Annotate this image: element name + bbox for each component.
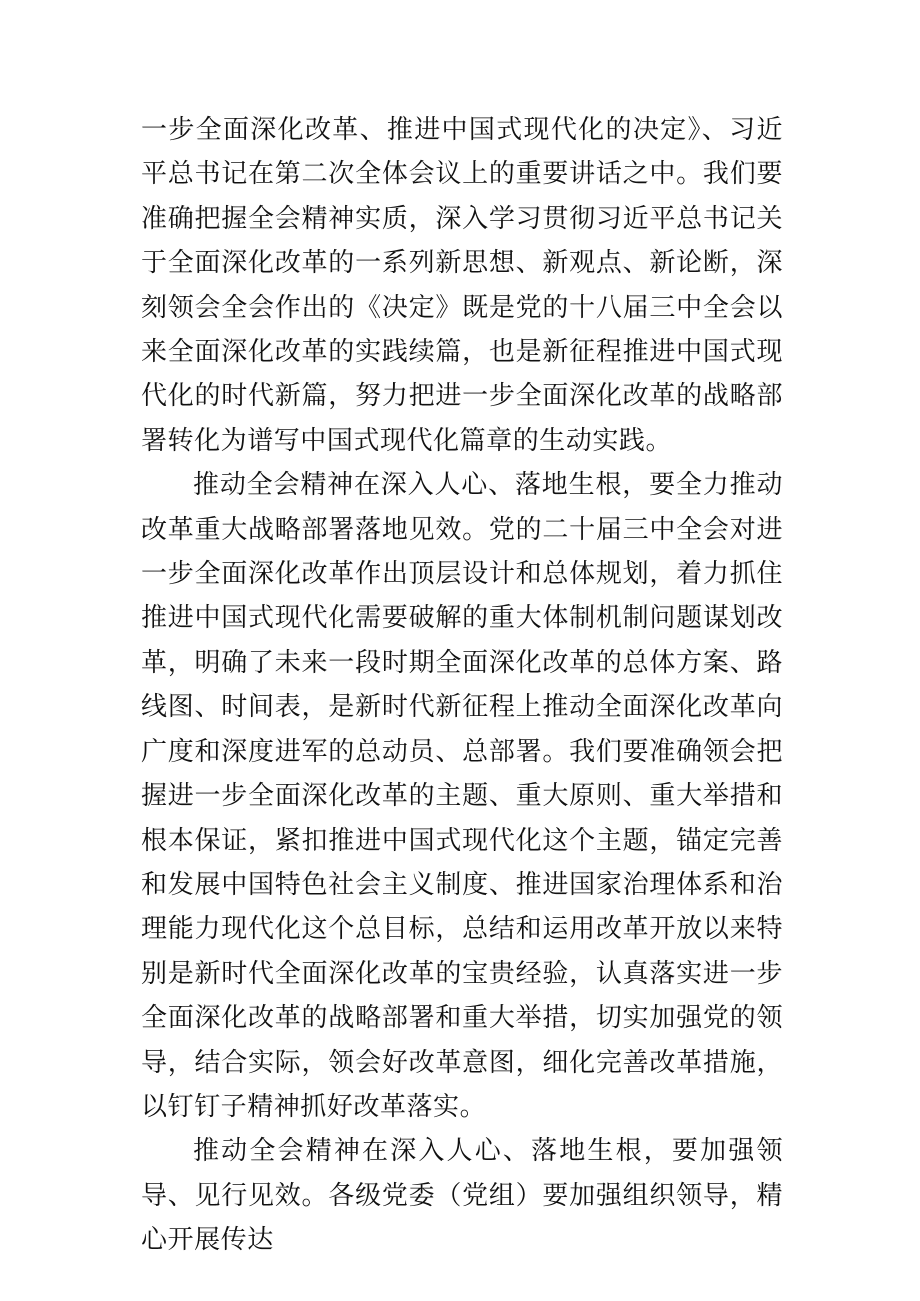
paragraph-3: 推动全会精神在深入人心、落地生根，要加强领导、见行见效。各级党委（党组）要加强组织领导，精心开展传达 xyxy=(141,1136,783,1256)
paragraph-2: 推动全会精神在深入人心、落地生根，要全力推动改革重大战略部署落地见效。党的二十届三中全会对进一步全面深化改革作出顶层设计和总体规划，着力抓住推进中国式现代化需要破解的重大体制机制问题谋划改革，明确了未来一段时期全面深化改革的总体方案、路线图、时间表，是新时代新征程上推动全面深化改革向广度和深度进军的总动员、总部署。我们要准确领会把握进一步全面深化改革的主题、重大原则、重大举措和根本保证，紧扣推进中国式现代化这个主题，锚定完善和发展中国特色社会主义制度、推进国家治理体系和治理能力现代化这个总目标，总结和运用改革开放以来特别是新时代全面深化改革的宝贵经验，认真落实进一步全面深化改革的战略部署和重大举措，切实加强党的领导，结合实际，领会好改革意图，细化完善改革措施，以钉钉子精神抓好改革落实。 xyxy=(141,470,783,1122)
paragraph-1: 一步全面深化改革、推进中国式现代化的决定》、习近平总书记在第二次全体会议上的重要讲话之中。我们要准确把握全会精神实质，深入学习贯彻习近平总书记关于全面深化改革的一系列新思想、新观点、新论断，深刻领会全会作出的《决定》既是党的十八届三中全会以来全面深化改革的实践续篇，也是新征程推进中国式现代化的时代新篇，努力把进一步全面深化改革的战略部署转化为谱写中国式现代化篇章的生动实践。 xyxy=(141,115,783,456)
document-body xyxy=(141,108,783,1263)
